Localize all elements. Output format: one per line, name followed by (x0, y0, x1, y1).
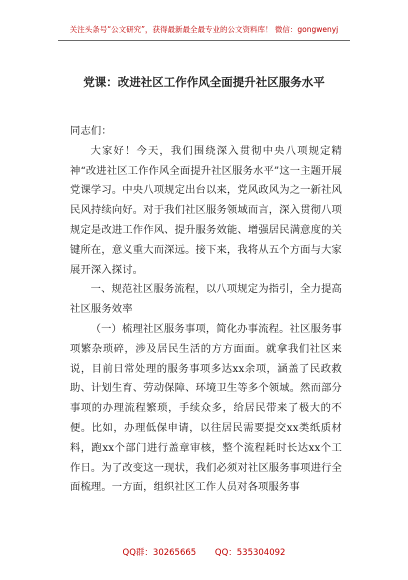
footer-note (0, 546, 408, 558)
header-divider (58, 40, 350, 41)
footer-qq: QQ：535304092 (214, 548, 286, 558)
header-note: 关注头条号“公文研究”，获得最新最全最专业的公文资料库！ 微信：gongwenyj (69, 25, 339, 34)
footer-qq-group: QQ群：30265665 (122, 548, 197, 558)
document-body (70, 122, 342, 498)
section-heading: 一、规范社区服务流程，以八项规定为指引，全力提高社区服务效率 (70, 283, 342, 316)
document-title: 党课：改进社区工作作风全面提升社区服务水平 (83, 75, 325, 89)
salutation: 同志们： (70, 125, 112, 137)
paragraph-intro: 大家好！今天，我们围绕深入贯彻中央八项规定精神“改进社区工作作风全面提升社区服务水平”这一主题开展党课学习。中央八项规定出台以来，党风政风为之一新社风民风持续向好。对于我们社区服务领域而言，深入贯彻八项规定是改进工作作风、提升服务效能、增强居民满意度的关键所在，意义重大而深远。接下来，我将从五个方面与大家展开深入探讨。 (70, 144, 342, 276)
paragraph-subsection: （一）梳理社区服务事项，简化办事流程。社区服务事项繁杂琐碎，涉及居民生活的方方面面。就拿我们社区来说，目前日常处理的服务事项多达xx余项，涵盖了民政救助、计划生育、劳动保障、环境卫生等多个领域。然而部分事项的办理流程繁琐，手续众多，给居民带来了极大的不便。比如，办理低保申请，以往居民需要提交xx类纸质材料，跑xx个部门进行盖章审核，整个流程耗时长达xx个工作日。为了改变这一现状，我们必须对社区服务事项进行全面梳理。一方面，组织社区工作人员对各项服务事 (70, 322, 342, 494)
